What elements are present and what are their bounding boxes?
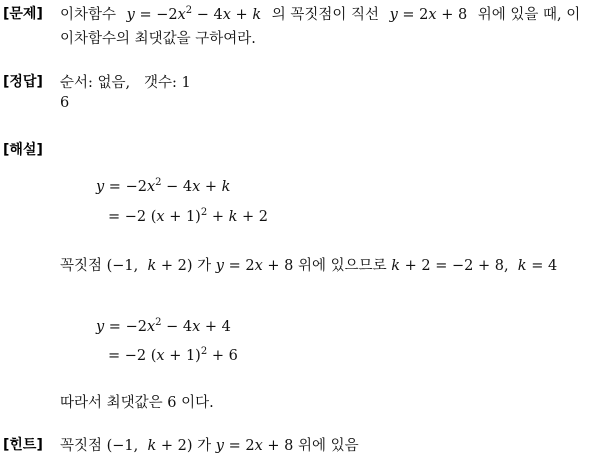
explanation-label: [해설] [3, 142, 43, 158]
problem-equation: $y = -2x^2 - 4x + k$ [126, 5, 262, 23]
problem-text-c: 위에 있을 때, 이 [477, 7, 581, 23]
explanation-block2-row2: = −2 $(x + 1)^2 + 6$ [108, 346, 238, 364]
problem-label: [문제] [3, 6, 43, 22]
answer-value: 6 [60, 95, 70, 111]
explanation-block1-row2: = −2 $(x + 1)^2 + k + 2$ [108, 207, 268, 225]
problem-text-a: 이차함수 [60, 7, 117, 23]
explanation-sentence1: 꼭짓점 (−1, k + 2) 가 y = 2x + 8 위에 있으므로 k + 2 = −2 + 8, k = 4 [60, 258, 558, 274]
problem-text-b: 의 꼭짓점이 직선 [271, 7, 379, 23]
explanation-block1-row1: $y = -2x^2 - 4x + k$ [96, 177, 231, 195]
explanation-conclusion: 따라서 최댓값은 6 이다. [60, 395, 214, 411]
hint-text: 꼭짓점 (−1, k + 2) 가 y = 2x + 8 위에 있음 [60, 438, 359, 454]
answer-label: [정답] [3, 74, 43, 90]
problem-line-equation: y = 2x + 8 [389, 7, 472, 23]
answer-order-count: 순서: 없음, 갯수: 1 [60, 75, 191, 91]
explanation-block2-row1: $y = -2x^2 - 4x + 4$ [96, 317, 231, 335]
problem-line-1 [60, 3, 580, 24]
problem-line-2: 이차함수의 최댓값을 구하여라. [60, 31, 256, 47]
hint-label: [힌트] [3, 437, 43, 453]
